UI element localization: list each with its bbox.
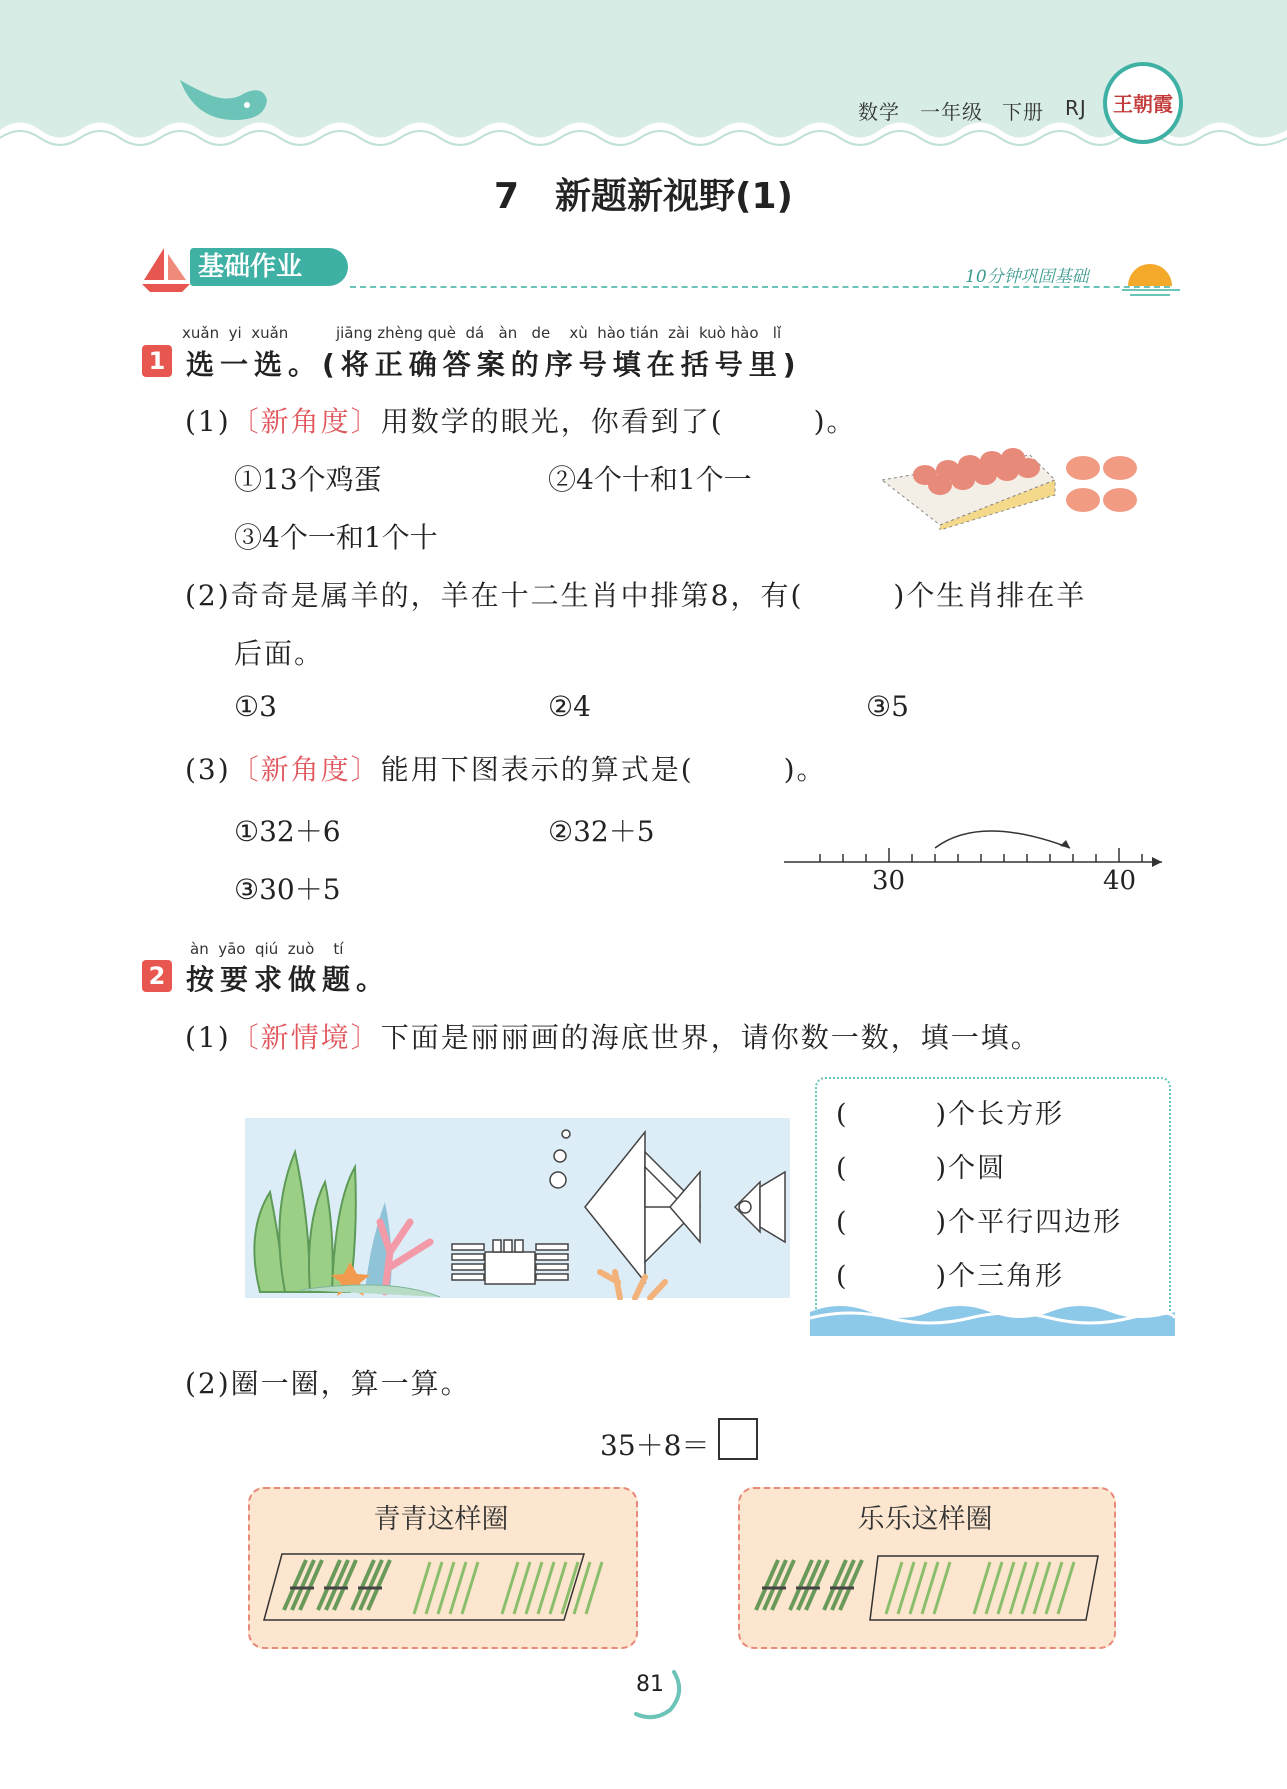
- logo-text: 王朝霞: [1113, 92, 1173, 116]
- q1-p1-prefix: (1): [185, 405, 231, 438]
- new-angle-tag: 〔新角度〕: [230, 405, 381, 438]
- q1-p1-option-2[interactable]: ②4个十和1个一: [548, 463, 752, 496]
- equation: 35＋8＝: [600, 1429, 710, 1462]
- q2-p1-prefix: (1): [185, 1021, 231, 1054]
- q2-p1: [185, 1016, 1041, 1056]
- section-note: 10分钟巩固基础: [965, 267, 1089, 287]
- q1-pinyin: xuǎn yi xuǎn jiāng zhèng què dá àn de xù hào tián zài kuò hào lǐ: [182, 324, 782, 342]
- q1-p3-text: 能用下图表示的算式是( )。: [380, 753, 827, 786]
- q1-p1-text: 用数学的眼光，你看到了( )。: [380, 405, 857, 438]
- count-circles[interactable]: ( )个圆: [836, 1153, 1007, 1184]
- q1-p3-option-3[interactable]: ③30＋5: [234, 873, 341, 906]
- q1-number: 1: [142, 345, 172, 377]
- sailboat-icon: [142, 246, 192, 294]
- section-label: 基础作业: [190, 248, 348, 286]
- q1-p1-option-1[interactable]: ①13个鸡蛋: [234, 463, 382, 496]
- q1-p2-line2: 后面。: [234, 637, 325, 670]
- undersea-illustration: [240, 1112, 792, 1300]
- count-rectangles[interactable]: ( )个长方形: [836, 1099, 1065, 1130]
- method-title-lele: 乐乐这样圈: [857, 1504, 993, 1535]
- q1-p2-option-3[interactable]: ③5: [866, 690, 909, 723]
- sticks-illustration-lele: [748, 1548, 1104, 1628]
- sticks-illustration-qingqing: [262, 1548, 624, 1628]
- axis-label-30: 30: [872, 866, 906, 896]
- q1-p2-line1: (2)奇奇是属羊的，羊在十二生肖中排第8，有( )个生肖排在羊: [185, 579, 1087, 612]
- q2-pinyin: àn yāo qiú zuò tí: [190, 940, 344, 958]
- q2-number: 2: [142, 960, 172, 992]
- q2-p1-text: 下面是丽丽画的海底世界，请你数一数，填一填。: [380, 1021, 1041, 1054]
- q1-p3-option-2[interactable]: ②32＋5: [548, 815, 655, 848]
- q1-p3-prefix: (3): [185, 753, 231, 786]
- q1-p1: [185, 400, 857, 440]
- header-grade: 一年级: [920, 100, 983, 124]
- q1-p2-option-1[interactable]: ①3: [234, 690, 277, 723]
- q1-p2-option-2[interactable]: ②4: [548, 690, 591, 723]
- q2-p2: (2)圈一圈，算一算。: [185, 1367, 471, 1400]
- sunset-icon: [1120, 252, 1182, 300]
- new-angle-tag: 〔新角度〕: [230, 753, 381, 786]
- answer-box[interactable]: [718, 1418, 758, 1460]
- page-title: 7 新题新视野(1): [493, 176, 793, 217]
- q1-p1-option-3[interactable]: ③4个一和1个十: [234, 521, 438, 554]
- whale-icon: [175, 75, 275, 135]
- egg-tray-illustration: [880, 440, 1140, 530]
- water-splash-decoration: [810, 1292, 1175, 1336]
- method-title-qingqing: 青青这样圈: [373, 1504, 509, 1535]
- q1-title: 选一选。(将正确答案的序号填在括号里): [186, 348, 802, 381]
- new-context-tag: 〔新情境〕: [230, 1021, 381, 1054]
- axis-label-40: 40: [1103, 866, 1137, 896]
- q1-p3: [185, 748, 827, 788]
- count-triangles[interactable]: ( )个三角形: [836, 1261, 1065, 1292]
- q2-title: 按要求做题。: [186, 963, 391, 996]
- brand-logo: [1103, 62, 1183, 144]
- header-subject: 数学: [858, 100, 900, 124]
- header-volume: 下册: [1002, 100, 1044, 124]
- header-edition: RJ: [1065, 96, 1087, 120]
- page-number: 81: [636, 1672, 664, 1697]
- count-parallelograms[interactable]: ( )个平行四边形: [836, 1207, 1123, 1238]
- q1-p3-option-1[interactable]: ①32＋6: [234, 815, 341, 848]
